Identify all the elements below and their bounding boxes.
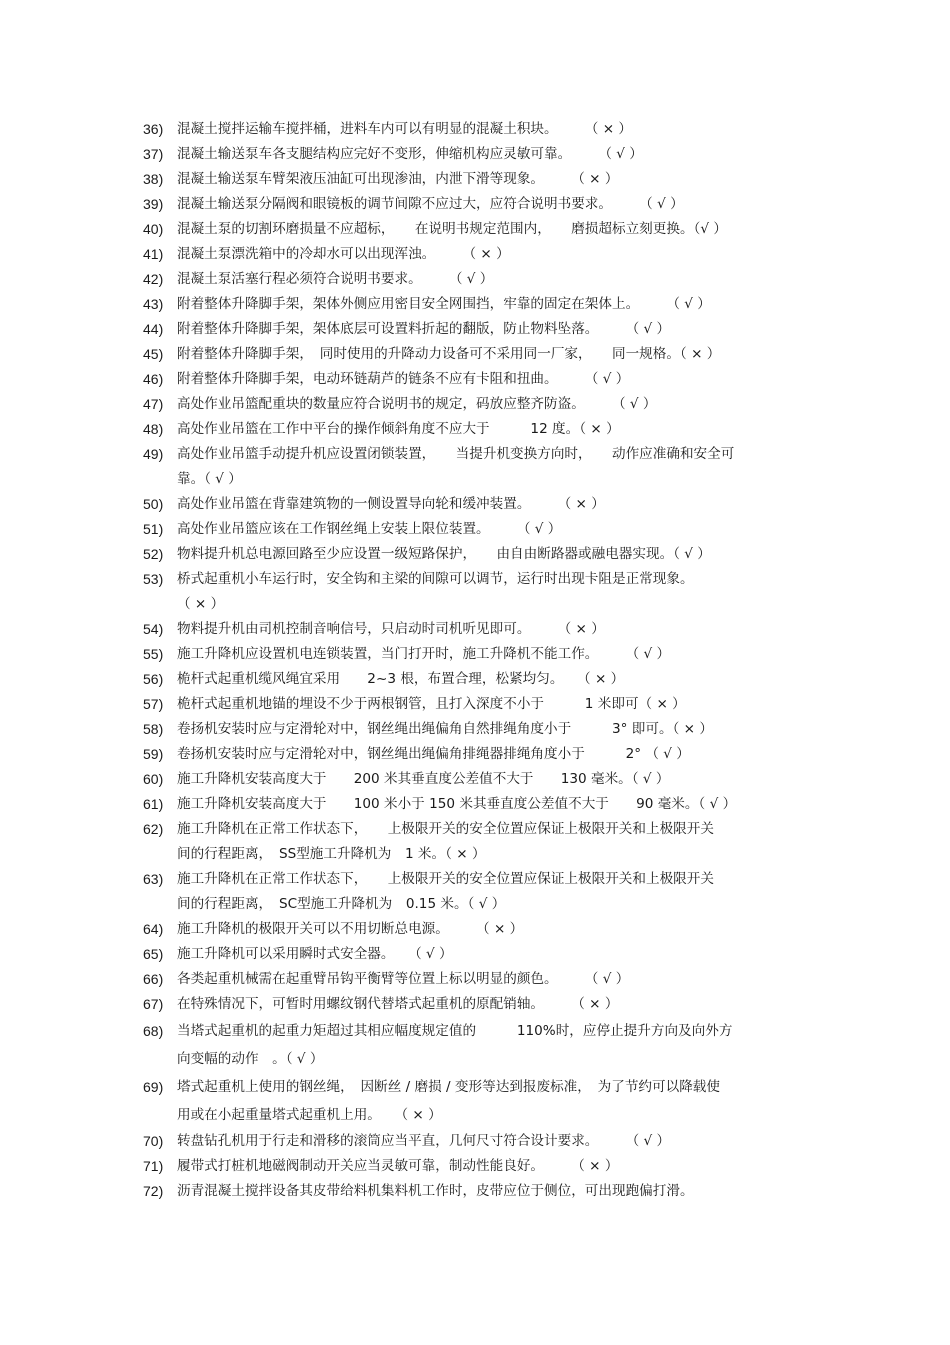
item-text-line: 混凝土输送泵车各支腿结构应完好不变形，伸缩机构应灵敏可靠。 （ √ ） [177,146,643,162]
list-item [143,167,823,192]
list-item [143,967,823,992]
list-item [143,242,823,267]
item-text [177,1073,720,1129]
item-text [177,1017,732,1073]
item-number: 40) [143,221,164,237]
item-number: 47) [143,396,164,412]
item-number: 45) [143,346,164,362]
item-text [177,167,618,192]
item-text [177,492,605,517]
item-text [177,767,669,792]
item-text [177,642,670,667]
item-text-line: 混凝土输送泵车臂架液压油缸可出现渗油，内泄下滑等现象。 （ × ） [177,171,619,187]
item-text-line: 高处作业吊篮在背靠建筑物的一侧设置导向轮和缓冲装置。 （ × ） [177,496,605,512]
item-text-line: 施工升降机安装高度大于 200 米其垂直度公差值不大于 130 毫米。（ √ ） [177,771,670,787]
item-text-line: 高处作业吊篮应该在工作钢丝绳上安装上限位装置。 （ √ ） [177,521,562,537]
item-number: 49) [143,446,164,462]
item-text-line: 塔式起重机上使用的钢丝绳， 因断丝 / 磨损 / 变形等达到报废标准， 为了节约可以降载使 [177,1079,720,1095]
item-text-line: 混凝土泵的切割环磨损量不应超标， 在说明书规定范围内， 磨损超标立刻更换。（√ ） [177,221,727,237]
list-item [143,392,823,417]
item-text [177,867,714,917]
item-number: 65) [143,946,164,962]
list-item [143,1017,823,1073]
item-text-line: 高处作业吊篮手动提升机应设置闭锁装置， 当提升机变换方向时， 动作应准确和安全可 [177,446,735,462]
item-number: 70) [143,1133,164,1149]
list-item [143,717,823,742]
item-text [177,517,561,542]
list-item [143,267,823,292]
item-text-line: 施工升降机在正常工作状态下， 上极限开关的安全位置应保证上极限开关和上极限开关 [177,821,714,837]
item-text [177,667,624,692]
item-text-continuation: 向变幅的动作 。（ √ ） [177,1051,324,1067]
list-item [143,342,823,367]
item-number: 50) [143,496,164,512]
item-number: 64) [143,921,164,937]
item-text [177,1154,618,1179]
item-text-line: 物料提升机由司机控制音响信号，只启动时司机听见即可。 （ × ） [177,621,605,637]
item-number: 67) [143,996,164,1012]
list-item [143,367,823,392]
item-text [177,142,643,167]
item-text-line: 施工升降机应设置机电连锁装置，当门打开时，施工升降机不能工作。 （ √ ） [177,646,671,662]
item-text [177,367,629,392]
item-text [177,967,629,992]
list-item [143,542,823,567]
item-number: 52) [143,546,164,562]
item-number: 68) [143,1023,164,1039]
list-item [143,617,823,642]
item-text-line: 附着整体升降脚手架， 同时使用的升降动力设备可不采用同一厂家， 同一规格。（ × ） [177,346,721,362]
item-text-line: 混凝土搅拌运输车搅拌桶，进料车内可以有明显的混凝土积块。 （ × ） [177,121,633,137]
item-text-line: 附着整体升降脚手架，电动环链葫芦的链条不应有卡阻和扭曲。 （ √ ） [177,371,630,387]
item-number: 60) [143,771,164,787]
item-text-line: 桅杆式起重机地锚的埋设不少于两根钢管，且打入深度不小于 1 米即可（ × ） [177,696,686,712]
item-text [177,242,510,267]
item-text [177,417,620,442]
item-text [177,342,720,367]
list-item [143,742,823,767]
list-item [143,1179,823,1204]
list-item [143,917,823,942]
item-number: 41) [143,246,164,262]
item-text [177,567,694,617]
item-text-line: 卷扬机安装时应与定滑轮对中，钢丝绳出绳偏角排绳器排绳角度小于 2° （ √ ） [177,746,690,762]
question-list [143,117,823,1204]
list-item [143,692,823,717]
item-text [177,992,618,1017]
item-number: 43) [143,296,164,312]
item-text-line: 当塔式起重机的起重力矩超过其相应幅度规定值的 110%时，应停止提升方向及向外方 [177,1023,733,1039]
item-text [177,1129,670,1154]
list-item [143,642,823,667]
item-text [177,392,656,417]
item-text-line: 施工升降机可以采用瞬时式安全器。 （ √ ） [177,946,453,962]
item-text [177,742,690,767]
item-number: 36) [143,121,164,137]
item-number: 53) [143,571,164,587]
list-item [143,317,823,342]
list-item [143,667,823,692]
item-number: 72) [143,1183,164,1199]
item-text [177,942,453,967]
item-text-line: 卷扬机安装时应与定滑轮对中，钢丝绳出绳偏角自然排绳角度小于 3° 即可。（ × ） [177,721,713,737]
item-text [177,1179,694,1204]
item-text [177,817,714,867]
list-item [143,292,823,317]
item-text-line: 施工升降机的极限开关可以不用切断总电源。 （ × ） [177,921,524,937]
item-text-line: 沥青混凝土搅拌设备其皮带给料机集料机工作时，皮带应位于侧位，可出现跑偏打滑。 [177,1183,694,1199]
item-text [177,717,713,742]
list-item [143,1154,823,1179]
item-number: 44) [143,321,164,337]
item-text [177,917,523,942]
item-text-continuation: 间的行程距离， SS型施工升降机为 1 米。（ × ） [177,846,486,862]
list-item [143,442,823,492]
item-text [177,542,711,567]
list-item [143,1073,823,1129]
item-text [177,442,734,492]
item-number: 71) [143,1158,164,1174]
item-text-line: 高处作业吊篮在工作中平台的操作倾斜角度不应大于 12 度。（ × ） [177,421,620,437]
item-text [177,117,632,142]
item-text-continuation: 用或在小起重量塔式起重机上用。 （ × ） [177,1107,442,1123]
item-number: 39) [143,196,164,212]
list-item [143,517,823,542]
item-number: 63) [143,871,164,887]
list-item [143,1129,823,1154]
item-text-line: 在特殊情况下，可暂时用螺纹钢代替塔式起重机的原配销轴。 （ × ） [177,996,619,1012]
item-text [177,217,727,242]
item-text-line: 混凝土泵活塞行程必须符合说明书要求。 （ √ ） [177,271,494,287]
item-text [177,292,711,317]
item-number: 57) [143,696,164,712]
item-number: 48) [143,421,164,437]
list-item [143,117,823,142]
item-number: 62) [143,821,164,837]
item-text [177,267,493,292]
list-item [143,192,823,217]
item-text [177,692,686,717]
item-text-line: 履带式打桩机地磁阀制动开关应当灵敏可靠，制动性能良好。 （ × ） [177,1158,619,1174]
item-text-line: 转盘钻孔机用于行走和滑移的滚筒应当平直，几何尺寸符合设计要求。 （ √ ） [177,1133,671,1149]
list-item [143,867,823,917]
item-text-line: 各类起重机械需在起重臂吊钩平衡臂等位置上标以明显的颜色。 （ √ ） [177,971,630,987]
item-text-line: 混凝土输送泵分隔阀和眼镜板的调节间隙不应过大，应符合说明书要求。 （ √ ） [177,196,684,212]
item-number: 55) [143,646,164,662]
item-number: 59) [143,746,164,762]
item-number: 42) [143,271,164,287]
list-item [143,217,823,242]
item-number: 37) [143,146,164,162]
item-text-line: 桅杆式起重机缆风绳宜采用 2~3 根，布置合理，松紧均匀。 （ × ） [177,671,625,687]
item-number: 46) [143,371,164,387]
item-number: 56) [143,671,164,687]
item-text-line: 桥式起重机小车运行时，安全钩和主梁的间隙可以调节，运行时出现卡阻是正常现象。 [177,571,694,587]
item-text-continuation: 靠。（ √ ） [177,471,242,487]
item-text [177,617,605,642]
item-text-line: 附着整体升降脚手架，架体外侧应用密目安全网围挡，牢靠的固定在架体上。 （ √ ） [177,296,711,312]
list-item [143,492,823,517]
item-number: 61) [143,796,164,812]
item-text-line: 施工升降机安装高度大于 100 米小于 150 米其垂直度公差值不大于 90 毫米。（ √ ） [177,796,737,812]
item-text-continuation: 间的行程距离， SC型施工升降机为 0.15 米。（ √ ） [177,896,506,912]
item-number: 69) [143,1079,164,1095]
list-item [143,942,823,967]
item-number: 38) [143,171,164,187]
item-text-line: 高处作业吊篮配重块的数量应符合说明书的规定，码放应整齐防盗。 （ √ ） [177,396,657,412]
list-item [143,417,823,442]
list-item [143,792,823,817]
item-text [177,317,670,342]
item-number: 66) [143,971,164,987]
list-item [143,992,823,1017]
item-text-continuation: （ × ） [177,596,225,612]
item-number: 58) [143,721,164,737]
item-number: 51) [143,521,164,537]
list-item [143,767,823,792]
item-text-line: 混凝土泵漂洗箱中的冷却水可以出现浑浊。 （ × ） [177,246,510,262]
item-text-line: 附着整体升降脚手架，架体底层可设置料折起的翻版，防止物料坠落。 （ √ ） [177,321,671,337]
item-text [177,792,736,817]
item-text [177,192,684,217]
item-text-line: 物料提升机总电源回路至少应设置一级短路保护， 由自由断路器或融电器实现。（ √ ） [177,546,711,562]
list-item [143,817,823,867]
list-item [143,567,823,617]
item-number: 54) [143,621,164,637]
list-item [143,142,823,167]
item-text-line: 施工升降机在正常工作状态下， 上极限开关的安全位置应保证上极限开关和上极限开关 [177,871,714,887]
